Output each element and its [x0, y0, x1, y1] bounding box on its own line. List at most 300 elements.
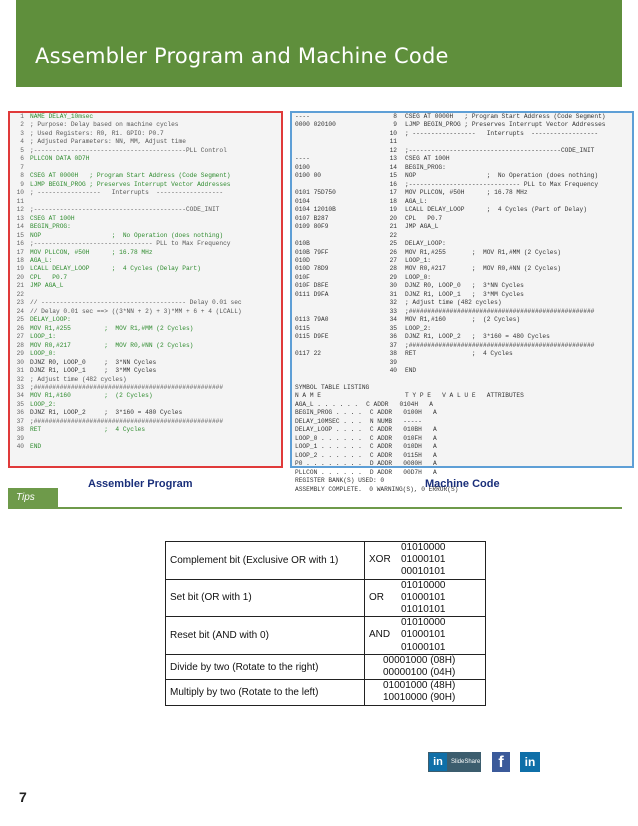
- code-text: DJNZ R1, LOOP_1 ; 3*MM Cycles: [30, 367, 157, 375]
- operation-row: [166, 654, 486, 679]
- listing-line: [292, 325, 632, 333]
- operation-row: [166, 680, 486, 705]
- line-number: 29: [16, 350, 24, 358]
- line-number: 31: [389, 290, 397, 298]
- operator: [369, 580, 401, 592]
- listing-line: [292, 443, 632, 451]
- address-opcode: [292, 367, 371, 375]
- code-line: [10, 155, 281, 163]
- code-line: [10, 426, 281, 434]
- source-text: JMP AGA_L: [405, 223, 439, 231]
- address-opcode: REGISTER BANK(S) USED: 0: [295, 477, 385, 485]
- code-line: [10, 265, 281, 273]
- source-text: ;------------------------------ PLL to Max Frequency: [405, 180, 599, 188]
- operator: [369, 617, 401, 629]
- operation-row: [166, 617, 486, 655]
- line-number: 20: [16, 273, 24, 281]
- line-number: 8: [393, 113, 397, 120]
- line-number: 38: [16, 426, 24, 434]
- source-text: DJNZ R1, LOOP_2 ; 3*160 = 480 Cycles: [405, 333, 550, 341]
- bit-operations-table: [165, 541, 486, 706]
- line-number: 19: [16, 265, 24, 273]
- listing-line: [292, 469, 632, 477]
- address-opcode: AGA_L . . . . . .: [295, 400, 359, 408]
- source-text: RET ; 4 Cycles: [405, 350, 513, 358]
- binary-value: 01010000: [401, 617, 446, 629]
- listing-line: [292, 460, 632, 468]
- code-line: [10, 130, 281, 138]
- line-number: [371, 392, 405, 400]
- line-number: 14: [16, 223, 24, 231]
- code-line: [10, 121, 281, 129]
- title-banner: [16, 0, 622, 87]
- source-text: N NUMB -----: [369, 417, 422, 425]
- binary-line: [369, 604, 481, 616]
- binary-line: [369, 642, 481, 654]
- source-text: D ADDR 00D7H A: [369, 468, 437, 476]
- line-number: 30: [16, 358, 24, 366]
- code-line: [10, 435, 281, 443]
- listing-line: [292, 249, 632, 257]
- listing-line: [292, 147, 632, 155]
- address-opcode: 0115: [295, 324, 310, 332]
- code-line: [10, 249, 281, 257]
- line-number: 28: [389, 265, 397, 273]
- line-number: 38: [389, 350, 397, 358]
- line-number: 30: [389, 282, 397, 290]
- source-text: DELAY_LOOP:: [405, 240, 446, 248]
- source-text: LOOP_2:: [405, 324, 431, 332]
- line-number: 33: [16, 384, 24, 391]
- line-number: 21: [16, 282, 24, 290]
- operator: OR: [369, 591, 384, 603]
- code-text: LOOP_1:: [30, 333, 56, 341]
- code-line: [10, 198, 281, 206]
- binary-value: 01000101: [401, 591, 446, 603]
- address-opcode: P0 . . . . . . . .: [295, 460, 362, 468]
- binary-value: 01000101: [401, 641, 446, 653]
- address-opcode: LOOP_0 . . . . . .: [295, 434, 362, 442]
- line-number: 11: [16, 197, 24, 205]
- operator: [369, 542, 401, 554]
- code-line: [10, 316, 281, 324]
- line-number: 22: [389, 231, 397, 239]
- address-opcode: DELAY_10MSEC . . .: [295, 417, 362, 425]
- listing-line: [292, 206, 632, 214]
- address-opcode: 0100: [295, 163, 310, 171]
- source-text: ;-----------------------------------------CODE_INIT: [405, 146, 595, 154]
- source-text: LOOP_0:: [405, 273, 431, 281]
- source-text: C ADDR 010BH A: [369, 426, 437, 434]
- binary-value: 00000100 (04H): [383, 667, 456, 679]
- source-text: MOV PLLCON, #50H ; 16.78 MHz: [405, 189, 528, 197]
- code-text: PLLCON DATA 0D7H: [30, 155, 90, 163]
- line-number: 25: [389, 240, 397, 248]
- line-number: 6: [20, 155, 24, 163]
- address-opcode: N A M E: [295, 392, 321, 400]
- binary-line: [369, 680, 481, 692]
- code-text: CPL P0.7: [30, 273, 68, 281]
- binary-value: 10010000 (90H): [383, 692, 456, 704]
- source-text: DJNZ R0, LOOP_0 ; 3*NN Cycles: [405, 282, 524, 290]
- operator: XOR: [369, 554, 391, 566]
- address-opcode: 010D: [295, 256, 310, 264]
- address-opcode: 0104 12010B: [295, 206, 336, 214]
- address-opcode: 0104: [295, 197, 310, 205]
- operation-result: [365, 542, 486, 580]
- code-text: LOOP_0:: [30, 350, 56, 358]
- line-number: 29: [389, 273, 397, 281]
- linkedin-icon[interactable]: in: [520, 752, 540, 772]
- operation-description: Reset bit (AND with 0): [166, 617, 365, 655]
- address-opcode: 0115 D9FE: [295, 333, 329, 341]
- line-number: 27: [389, 256, 397, 264]
- listing-line: [292, 426, 632, 434]
- operation-result: [365, 680, 486, 705]
- listing-line: [292, 172, 632, 180]
- code-line: [10, 282, 281, 290]
- code-line: [10, 113, 281, 121]
- listing-line: [292, 409, 632, 417]
- code-line: [10, 401, 281, 409]
- source-text: CSEG AT 0000H ; Program Start Address (Code Segment): [405, 113, 606, 120]
- address-opcode: [292, 376, 371, 384]
- line-number: 15: [389, 172, 397, 180]
- source-text: BEGIN_PROG:: [405, 163, 446, 171]
- code-line: [10, 274, 281, 282]
- code-line: [10, 384, 281, 392]
- listing-line: [292, 384, 632, 392]
- listing-line: [292, 113, 632, 121]
- machine-code-caption: Machine Code: [425, 478, 500, 490]
- source-text: MOV R1,#160 ; (2 Cycles): [405, 316, 521, 324]
- line-number: 21: [389, 223, 397, 231]
- address-opcode: 0000 020100: [295, 121, 336, 129]
- code-text: MOV PLLCON, #50H ; 16.78 MHz: [30, 248, 153, 256]
- code-line: [10, 342, 281, 350]
- listing-line: [292, 282, 632, 290]
- address-opcode: LOOP_2 . . . . . .: [295, 451, 362, 459]
- code-text: ; Adjust time (482 cycles): [30, 375, 127, 383]
- line-number: 20: [389, 214, 397, 222]
- address-opcode: DELAY_LOOP . . . .: [295, 426, 362, 434]
- page-number: 7: [19, 789, 27, 805]
- code-text: JMP AGA_L: [30, 282, 64, 290]
- listing-line: [292, 333, 632, 341]
- code-line: [10, 257, 281, 265]
- code-line: [10, 308, 281, 316]
- source-text: END: [405, 367, 417, 375]
- line-number: 23: [16, 299, 24, 307]
- code-text: DJNZ R0, LOOP_0 ; 3*NN Cycles: [30, 358, 157, 366]
- line-number: 10: [389, 129, 397, 137]
- address-opcode: 0109 80F9: [295, 223, 329, 231]
- code-text: ; Adjusted Parameters: NN, MM, Adjust time: [30, 138, 186, 146]
- page-title: Assembler Program and Machine Code: [35, 44, 449, 68]
- source-text: ;##################################################: [405, 307, 595, 315]
- listing-line: [292, 164, 632, 172]
- listing-line: [292, 198, 632, 206]
- binary-line: [369, 629, 481, 641]
- code-line: [10, 215, 281, 223]
- listing-line: [292, 232, 632, 240]
- address-opcode: [292, 147, 371, 155]
- address-opcode: [292, 299, 371, 307]
- listing-line: [292, 291, 632, 299]
- code-line: [10, 392, 281, 400]
- code-line: [10, 359, 281, 367]
- line-number: 3: [20, 129, 24, 137]
- assembler-program-panel: [8, 111, 283, 468]
- code-text: ; Used Registers: R0, R1. GPIO: P0.7: [30, 129, 164, 137]
- line-number: 1: [20, 113, 24, 120]
- address-opcode: 010F: [295, 273, 310, 281]
- source-text: MOV R1,#255 ; MOV R1,#MM (2 Cycles): [405, 248, 561, 256]
- line-number: 33: [389, 307, 397, 315]
- line-number: 32: [389, 299, 397, 307]
- code-text: CSEG AT 0000H ; Program Start Address (Code Segment): [30, 172, 231, 180]
- address-opcode: BEGIN_PROG . . . .: [295, 409, 362, 417]
- binary-line: [369, 566, 481, 578]
- line-number: 24: [16, 307, 24, 315]
- line-number: 32: [16, 375, 24, 383]
- code-line: [10, 147, 281, 155]
- listing-line: [292, 342, 632, 350]
- source-text: DJNZ R1, LOOP_1 ; 3*MM Cycles: [405, 290, 524, 298]
- source-text: C ADDR 0115H A: [369, 451, 437, 459]
- line-number: 15: [16, 231, 24, 239]
- line-number: 31: [16, 367, 24, 375]
- listing-line: [292, 240, 632, 248]
- line-number: 12: [16, 206, 24, 214]
- operation-row: [166, 579, 486, 617]
- binary-line: [369, 692, 481, 704]
- listing-line: [292, 274, 632, 282]
- operation-row: [166, 542, 486, 580]
- line-number: 35: [389, 324, 397, 332]
- linkedin-slideshare-badge[interactable]: [428, 752, 481, 772]
- line-number: 16: [389, 180, 397, 188]
- code-line: [10, 232, 281, 240]
- code-text: ; Purpose: Delay based on machine cycles: [30, 121, 179, 129]
- source-text: LCALL DELAY_LOOP ; 4 Cycles (Part of Delay): [405, 206, 587, 214]
- operation-result: [365, 617, 486, 655]
- code-line: [10, 376, 281, 384]
- line-number: 13: [16, 214, 24, 222]
- operator: [369, 655, 383, 667]
- code-line: [10, 333, 281, 341]
- listing-line: [292, 435, 632, 443]
- source-text: D ADDR 0080H A: [369, 460, 437, 468]
- listing-line: [292, 189, 632, 197]
- code-line: [10, 206, 281, 214]
- operator: [369, 604, 401, 616]
- address-opcode: 010F D8FE: [295, 282, 329, 290]
- code-line: [10, 181, 281, 189]
- code-line: [10, 240, 281, 248]
- code-text: MOV R0,#217 ; MOV R0,#NN (2 Cycles): [30, 341, 194, 349]
- operation-description: Complement bit (Exclusive OR with 1): [166, 542, 365, 580]
- address-opcode: ----: [295, 113, 310, 120]
- address-opcode: 0101 75D750: [295, 189, 336, 197]
- source-text: LJMP BEGIN_PROG ; Preserves Interrupt Vector Addresses: [405, 121, 606, 129]
- listing-line: [292, 121, 632, 129]
- source-text: C ADDR 0104H A: [366, 400, 433, 408]
- listing-line: [292, 181, 632, 189]
- code-text: ; ----------------- Interrupts ------------------: [30, 189, 224, 197]
- listing-line: [292, 155, 632, 163]
- code-line: [10, 172, 281, 180]
- code-text: NAME DELAY_10msec: [30, 113, 94, 120]
- line-number: 22: [16, 290, 24, 298]
- code-text: AGA_L:: [30, 256, 53, 264]
- address-opcode: LOOP_1 . . . . . .: [295, 443, 362, 451]
- line-number: 37: [16, 417, 24, 425]
- address-opcode: 010B 79FF: [295, 248, 329, 256]
- line-number: 4: [20, 138, 24, 146]
- code-text: DJNZ R1, LOOP_2 ; 3*160 = 480 Cycles: [30, 409, 183, 417]
- listing-line: [292, 265, 632, 273]
- code-line: [10, 138, 281, 146]
- code-line: [10, 164, 281, 172]
- listing-line: [292, 350, 632, 358]
- code-text: // --------------------------------------- Delay 0.01 sec: [30, 299, 242, 307]
- listing-line: [292, 452, 632, 460]
- operator: [369, 667, 383, 679]
- operator: [369, 642, 401, 654]
- address-opcode: 0111 D9FA: [295, 290, 329, 298]
- listing-line: [292, 138, 632, 146]
- source-text: ;##################################################: [405, 341, 595, 349]
- address-opcode: ASSEMBLY COMPLETE. 0 WARNING(S), 0 ERROR(S): [295, 485, 459, 493]
- line-number: 26: [389, 248, 397, 256]
- binary-line: [369, 655, 481, 667]
- operation-description: Set bit (OR with 1): [166, 579, 365, 617]
- address-opcode: 0107 B287: [295, 214, 329, 222]
- code-text: DELAY_LOOP:: [30, 316, 71, 324]
- line-number: 34: [389, 316, 397, 324]
- binary-line: [369, 542, 481, 554]
- operation-description: Divide by two (Rotate to the right): [166, 654, 365, 679]
- line-number: 37: [389, 341, 397, 349]
- line-number: 39: [389, 358, 397, 366]
- address-opcode: 0100 00: [295, 172, 321, 180]
- binary-value: 01000101: [401, 554, 446, 566]
- address-opcode: 010B: [295, 240, 310, 248]
- operation-result: [365, 654, 486, 679]
- slideshare-label: SlideShare: [451, 759, 481, 765]
- code-text: ;-----------------------------------------PLL Control: [30, 146, 227, 154]
- operator: AND: [369, 629, 391, 641]
- listing-line: [292, 367, 632, 375]
- operation-description: Multiply by two (Rotate to the left): [166, 680, 365, 705]
- code-text: RET ; 4 Cycles: [30, 426, 146, 434]
- address-opcode: [292, 342, 371, 350]
- code-text: LCALL DELAY_LOOP ; 4 Cycles (Delay Part): [30, 265, 201, 273]
- line-number: 11: [389, 138, 397, 146]
- line-number: 17: [16, 248, 24, 256]
- listing-line: [292, 359, 632, 367]
- code-line: [10, 223, 281, 231]
- line-number: 34: [16, 392, 24, 400]
- operation-result: [365, 579, 486, 617]
- code-line: [10, 325, 281, 333]
- binary-value: 01000101: [401, 629, 446, 641]
- line-number: 25: [16, 316, 24, 324]
- address-opcode: 0113 79A0: [295, 316, 329, 324]
- line-number: 8: [20, 172, 24, 180]
- address-opcode: [292, 130, 371, 138]
- code-text: MOV R1,#160 ; (2 Cycles): [30, 392, 153, 400]
- source-text: ; ----------------- Interrupts ------------------: [405, 129, 599, 137]
- listing-line: [292, 215, 632, 223]
- code-text: ;###################################################: [30, 417, 224, 425]
- code-text: LOOP_2:: [30, 400, 56, 408]
- line-number: 9: [393, 121, 397, 129]
- linkedin-icon: in: [429, 753, 447, 771]
- source-text: NOP ; No Operation (does nothing): [405, 172, 599, 180]
- line-number: [371, 376, 405, 384]
- address-opcode: [292, 359, 371, 367]
- binary-value: 00010101: [401, 566, 446, 578]
- binary-value: 01010101: [401, 604, 446, 616]
- facebook-icon[interactable]: f: [492, 752, 510, 772]
- code-line: [10, 189, 281, 197]
- tips-tab: Tips: [8, 488, 58, 508]
- line-number: 19: [389, 206, 397, 214]
- address-opcode: [292, 138, 371, 146]
- code-text: MOV R1,#255 ; MOV R1,#MM (2 Cycles): [30, 324, 194, 332]
- binary-value: 00001000 (08H): [383, 654, 456, 666]
- source-text: C ADDR 0100H A: [369, 409, 437, 417]
- line-number: 16: [16, 240, 24, 248]
- line-number: 18: [16, 256, 24, 264]
- code-text: CSEG AT 100H: [30, 214, 75, 222]
- source-text: CSEG AT 100H: [405, 155, 450, 163]
- line-number: 2: [20, 121, 24, 129]
- source-text: C ADDR 010DH A: [369, 443, 437, 451]
- source-text: MOV R0,#217 ; MOV R0,#NN (2 Cycles): [405, 265, 561, 273]
- binary-value: 01010000: [401, 579, 446, 591]
- address-opcode: [292, 181, 371, 189]
- line-number: 40: [389, 367, 397, 375]
- code-text: BEGIN_PROG:: [30, 223, 71, 231]
- code-line: [10, 418, 281, 426]
- code-text: ;-----------------------------------------CODE_INIT: [30, 206, 220, 214]
- binary-line: [369, 580, 481, 592]
- listing-line: [292, 316, 632, 324]
- code-line: [10, 367, 281, 375]
- address-opcode: SYMBOL TABLE LISTING: [295, 384, 370, 391]
- source-text: C ADDR 010FH A: [369, 434, 437, 442]
- line-number: 10: [16, 189, 24, 197]
- operator: [369, 566, 401, 578]
- line-number: 27: [16, 333, 24, 341]
- line-number: 5: [20, 146, 24, 154]
- line-number: 28: [16, 341, 24, 349]
- line-number: 13: [389, 155, 397, 163]
- source-text: T Y P E V A L U E ATTRIBUTES: [405, 392, 524, 400]
- address-opcode: PLLCON . . . . . .: [295, 468, 362, 476]
- binary-value: 01010000: [401, 542, 446, 553]
- listing-line: [292, 392, 632, 400]
- code-text: ;-------------------------------- PLL to Max Frequency: [30, 240, 231, 248]
- assembler-program-caption: Assembler Program: [88, 478, 193, 490]
- code-text: END: [30, 443, 42, 451]
- code-text: ;###################################################: [30, 384, 224, 391]
- line-number: 39: [16, 434, 24, 442]
- listing-line: [292, 223, 632, 231]
